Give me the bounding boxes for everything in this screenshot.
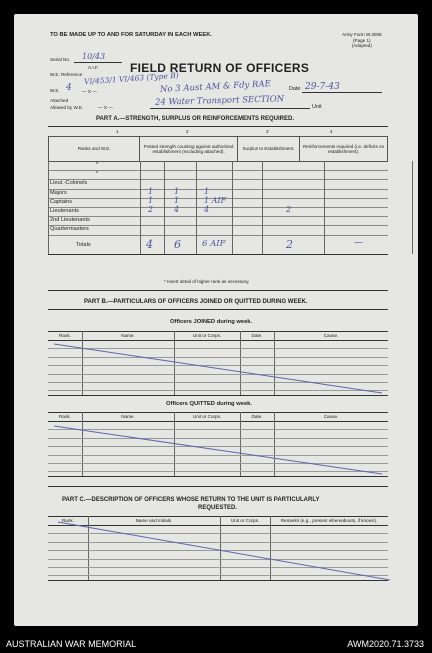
quitted-col-header: Rank. <box>58 413 71 419</box>
posted-aif-hand-value: 4 <box>204 205 210 214</box>
form-id-line3: (Adapted) <box>351 43 372 48</box>
posted-hand-value: 1 <box>174 195 180 205</box>
rank-label: 2nd Lieutenants <box>50 217 90 224</box>
quitted-col-header: Unit or Corps. <box>192 413 222 419</box>
serial-label: Serial No. <box>50 57 71 62</box>
header-ranks: Ranks and W.E. <box>49 137 140 162</box>
we-hand-value: 2 <box>148 205 154 214</box>
we-value: 4 <box>66 83 72 93</box>
part-c-col-header: Rank. <box>61 517 74 523</box>
col-number-4: 4 <box>330 129 333 134</box>
posted-aif-hand-value: 1 <box>204 186 210 196</box>
joined-col-header: Unit or Corps. <box>192 332 222 338</box>
part-c-col-header: Name and Initials. <box>135 517 173 523</box>
part-c-col-header: Remarks (e.g., present whereabouts, if known). <box>280 517 378 523</box>
quitted-col-header: Name. <box>121 413 135 419</box>
col-number-3: 3 <box>266 129 269 134</box>
totals-posted: 6 <box>174 237 181 251</box>
part-c-heading-2: REQUESTED. <box>198 505 238 511</box>
we-ref-label: W.E. Reference <box>50 72 83 77</box>
surplus-hand-value: 2 <box>286 205 292 214</box>
we-hand-value: 1 <box>148 195 154 205</box>
header-posted: Posted strength counting against authorized establishment (excluding attached). <box>140 137 238 162</box>
joined-col-header: Date. <box>251 332 263 338</box>
posted-aif-hand-value: 1 AIF <box>204 195 227 205</box>
col-number-2: 2 <box>186 129 189 134</box>
form-id-line2: (Page 1) <box>352 37 371 43</box>
quitted-title: Officers QUITTED during week. <box>166 401 253 407</box>
quitted-col-header: Date. <box>251 413 263 419</box>
part-b-heading: PART B.—PARTICULARS OF OFFICERS JOINED OR QUITTED DURING WEEK. <box>84 299 308 305</box>
attached-label: Attached <box>50 98 69 103</box>
part-c-strike-line <box>58 522 390 580</box>
date-value: 29-7-43 <box>305 82 340 92</box>
date-label: Date <box>289 86 301 92</box>
header-surplus: Surplus to Establishment. <box>237 137 299 162</box>
joined-col-header: Name. <box>121 332 135 338</box>
part-c-col-header: Unit or Corps. <box>230 517 260 523</box>
col-number-1: 1 <box>116 129 119 134</box>
part-c-heading-1: PART C.—DESCRIPTION OF OFFICERS WHOSE RETURN TO THE UNIT IS PARTICULARLY <box>62 497 320 503</box>
joined-strike-line <box>54 344 382 393</box>
header-reinforcements: Reinforcements required (i.e. deficits on establishment). <box>300 137 388 162</box>
joined-col-header: Rank. <box>58 332 71 338</box>
totals-surplus: 2 <box>286 237 293 251</box>
part-a-footnote: * Insert detail of higher rank as necessary. <box>164 279 250 284</box>
joined-col-header: Cause. <box>323 332 339 338</box>
rank-label: Majors <box>50 189 67 196</box>
quitted-col-header: Cause. <box>323 413 339 419</box>
unit-handwritten-2: 24 Water Transport SECTION <box>154 94 285 108</box>
posted-hand-value: 4 <box>174 205 180 214</box>
top-instruction: TO BE MADE UP TO AND FOR SATURDAY IN EACH WEEK. <box>50 32 213 38</box>
totals-we: 4 <box>146 237 153 251</box>
we-ref-value: VI/453/1 VI/463 (Type B) <box>83 70 179 87</box>
totals-reinforcements: — <box>354 237 363 248</box>
totals-label: Totals <box>76 241 91 248</box>
totals-posted-aif: 6 AIF <box>202 238 226 249</box>
allowed-dash: — X — <box>98 105 113 110</box>
aif-label: A.I.F. <box>88 65 99 70</box>
rank-label: Lieutenants <box>50 208 79 214</box>
posted-hand-value: 1 <box>174 186 180 196</box>
rank-label: Quartermasters <box>50 226 89 233</box>
footer-bar <box>0 636 432 653</box>
joined-title: Officers JOINED during week. <box>170 319 253 325</box>
unit-handwritten-1: No 3 Aust AM & Fdy RAE <box>159 79 272 95</box>
we-hand-value: 1 <box>148 186 154 196</box>
we-label: W.E. <box>50 88 60 93</box>
unit-label: Unit <box>312 104 322 110</box>
we-dash: — X — <box>82 89 97 94</box>
form-id-line1: Army Form W.3008 <box>342 32 382 37</box>
rank-label: Captains <box>50 198 73 205</box>
rank-label: Lieut.-Colonels <box>50 180 88 187</box>
rank-label: * <box>96 162 99 168</box>
allowed-label: Allowed by W.E. <box>50 105 84 110</box>
part-a-heading: PART A.—STRENGTH, SURPLUS OR REINFORCEMENTS REQUIRED. <box>96 116 295 122</box>
footer-credit: AUSTRALIAN WAR MEMORIAL <box>6 639 137 649</box>
footer-accession: AWM2020.71.3733 <box>347 639 424 649</box>
rank-label: * <box>96 171 99 178</box>
serial-value: 10/43 <box>82 52 106 61</box>
form-title: FIELD RETURN OF OFFICERS <box>130 61 310 75</box>
quitted-strike-line <box>54 426 382 474</box>
